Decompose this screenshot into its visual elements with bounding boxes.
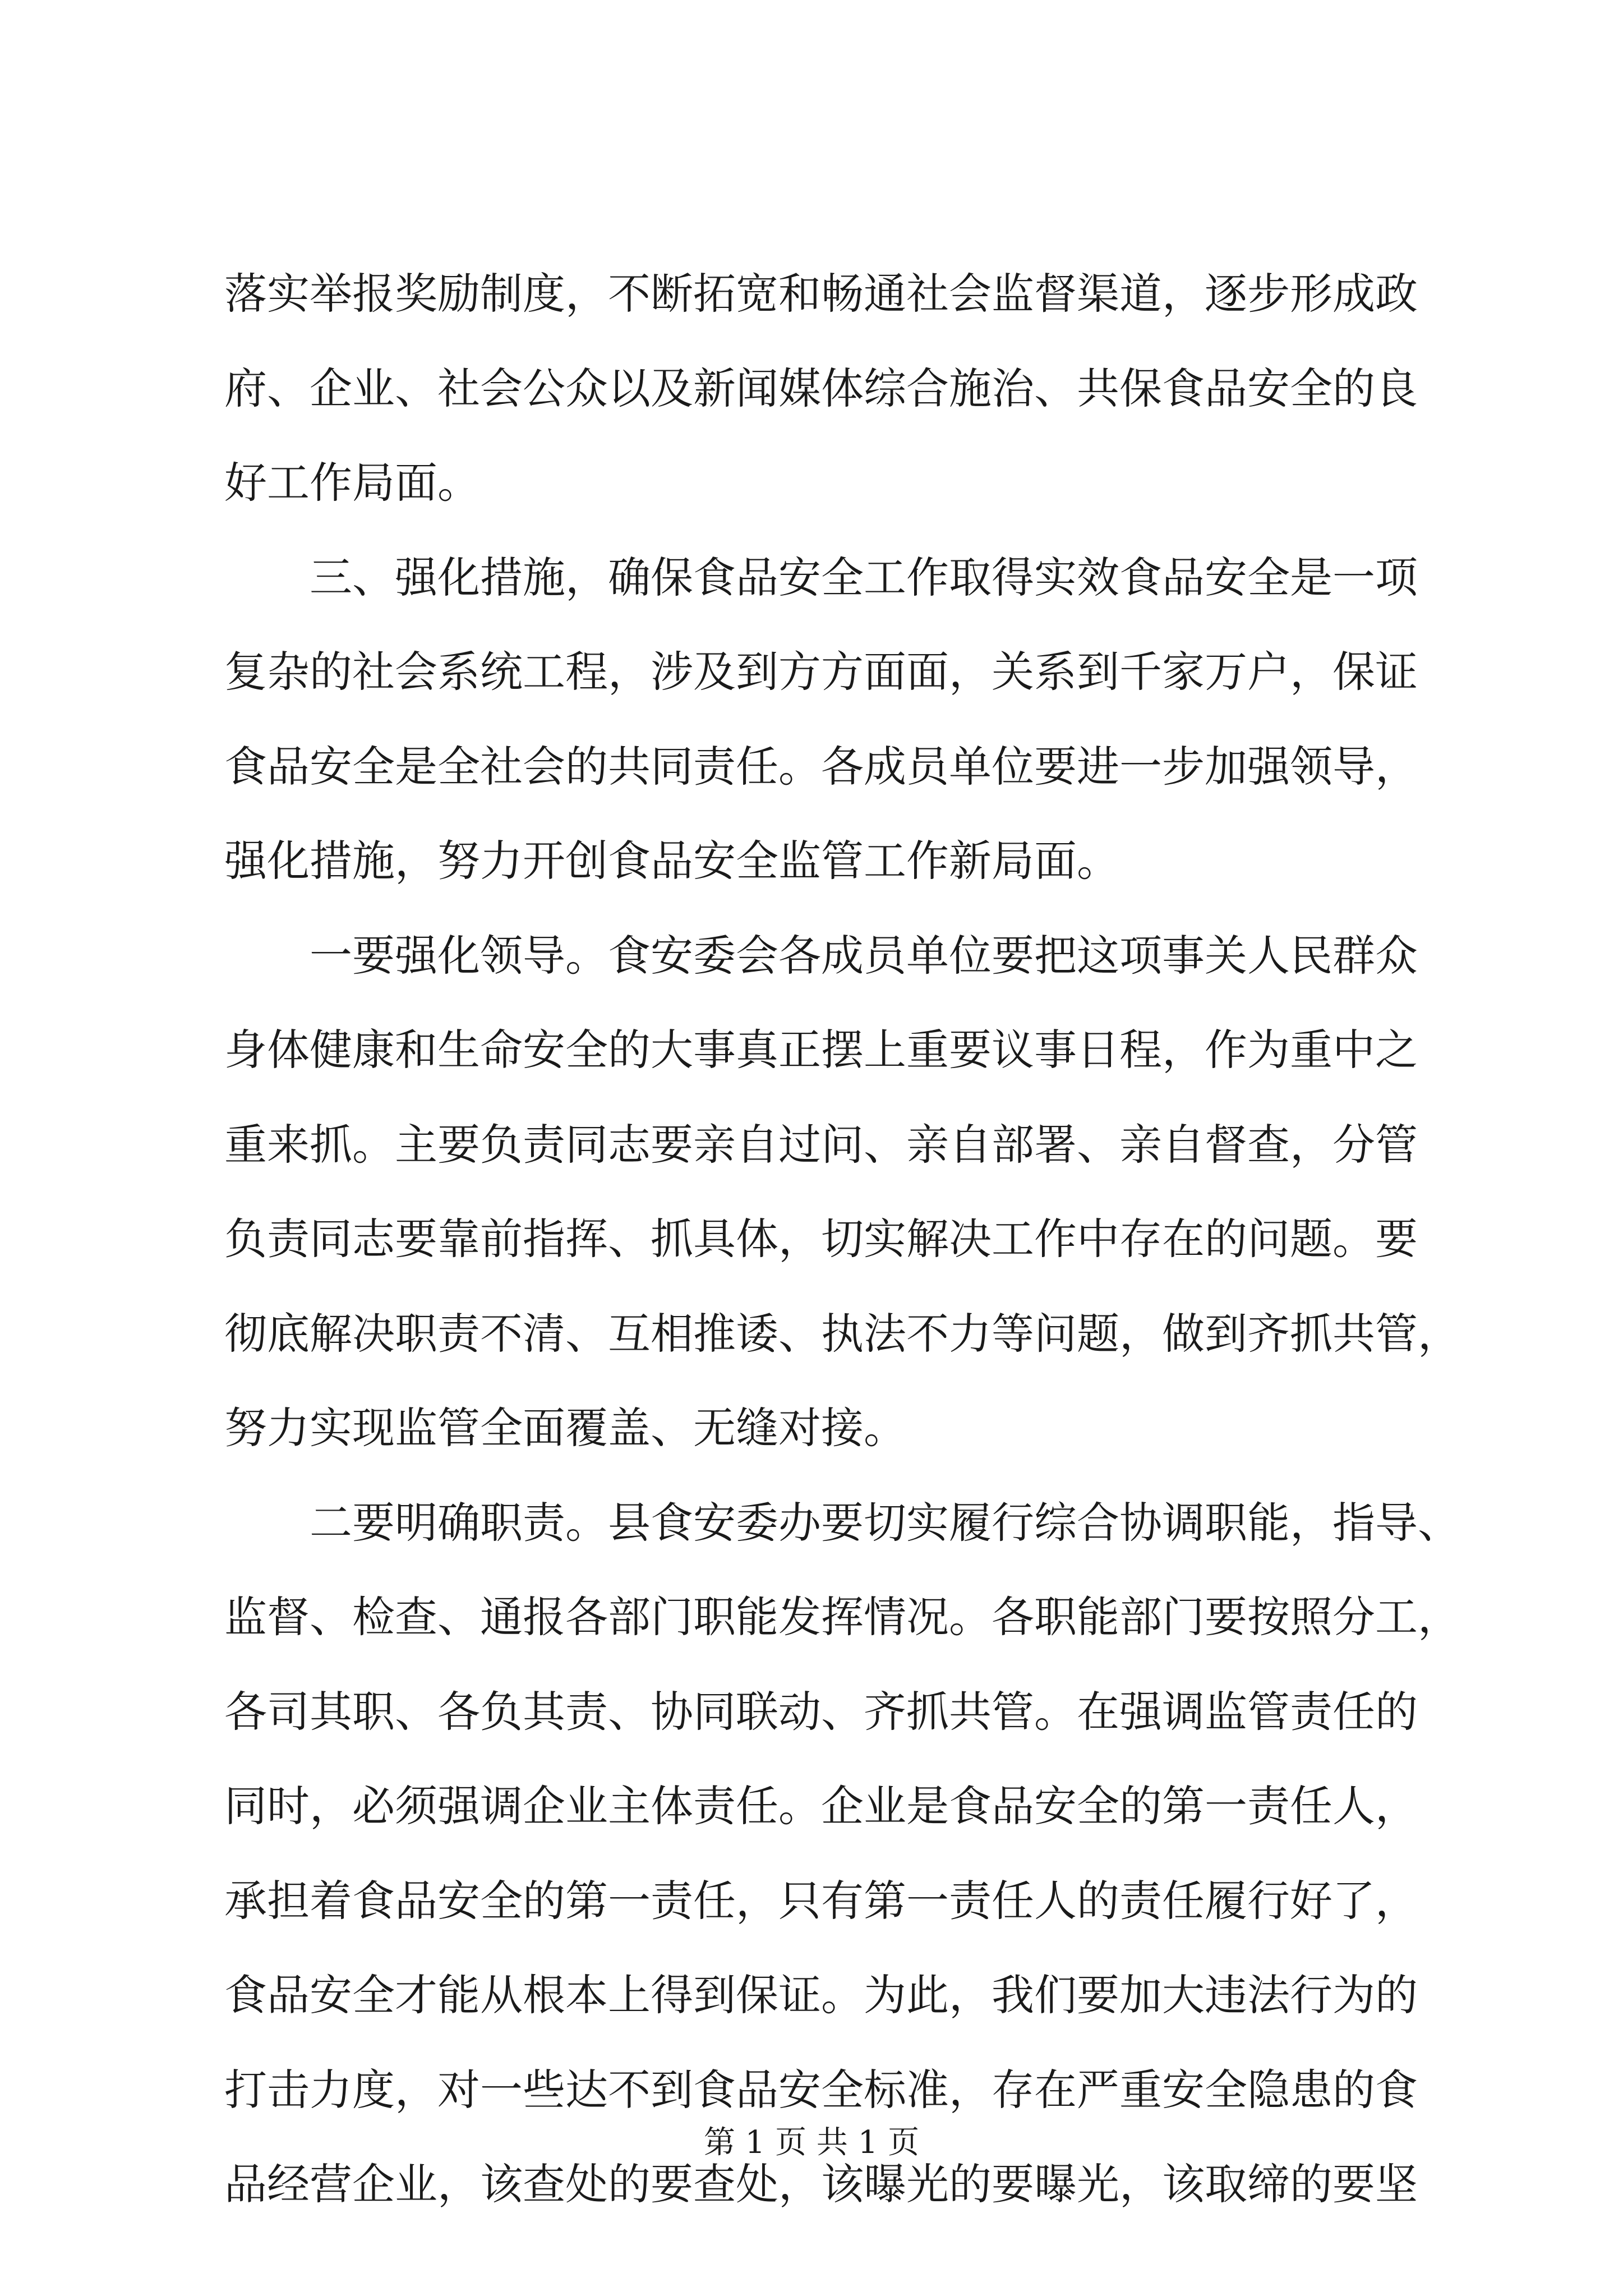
text-line: 二要明确职责。县食安委办要切实履行综合协调职能，指导、 <box>310 1497 1460 1548</box>
text-line: 食品安全是全社会的共同责任。各成员单位要进一步加强领导， <box>224 741 1418 792</box>
text-line: 负责同志要靠前指挥、抓具体，切实解决工作中存在的问题。要 <box>224 1214 1418 1264</box>
text-line: 品经营企业，该查处的要查处，该曝光的要曝光，该取缔的要坚 <box>224 2159 1418 2209</box>
text-line: 三、强化措施，确保食品安全工作取得实效食品安全是一项 <box>310 552 1418 602</box>
text-line: 强化措施，努力开创食品安全监管工作新局面。 <box>224 836 1119 886</box>
text-line: 好工作局面。 <box>224 458 480 508</box>
text-line: 彻底解决职责不清、互相推诿、执法不力等问题，做到齐抓共管， <box>224 1308 1460 1359</box>
text-line: 食品安全才能从根本上得到保证。为此，我们要加大违法行为的 <box>224 1970 1418 2020</box>
text-line: 打击力度，对一些达不到食品安全标准，存在严重安全隐患的食 <box>224 2064 1418 2115</box>
body-text <box>224 247 1460 2232</box>
text-line: 同时，必须强调企业主体责任。企业是食品安全的第一责任人， <box>224 1781 1418 1831</box>
text-line: 努力实现监管全面覆盖、无缝对接。 <box>224 1403 906 1453</box>
text-line: 复杂的社会系统工程，涉及到方方面面，关系到千家万户，保证 <box>224 647 1418 697</box>
text-line: 一要强化领导。食安委会各成员单位要把这项事关人民群众 <box>310 930 1418 981</box>
text-line: 身体健康和生命安全的大事真正摆上重要议事日程，作为重中之 <box>224 1025 1418 1075</box>
text-line: 承担着食品安全的第一责任，只有第一责任人的责任履行好了， <box>224 1875 1418 1926</box>
text-line: 重来抓。主要负责同志要亲自过问、亲自部署、亲自督查，分管 <box>224 1119 1418 1170</box>
text-line: 落实举报奖励制度，不断拓宽和畅通社会监督渠道，逐步形成政 <box>224 269 1418 319</box>
page-footer: 第 1 页 共 1 页 <box>703 2124 920 2161</box>
text-line: 各司其职、各负其责、协同联动、齐抓共管。在强调监管责任的 <box>224 1686 1418 1737</box>
text-line: 府、企业、社会公众以及新闻媒体综合施治、共保食品安全的良 <box>224 363 1418 413</box>
text-line: 监督、检查、通报各部门职能发挥情况。各职能部门要按照分工， <box>224 1592 1460 1642</box>
